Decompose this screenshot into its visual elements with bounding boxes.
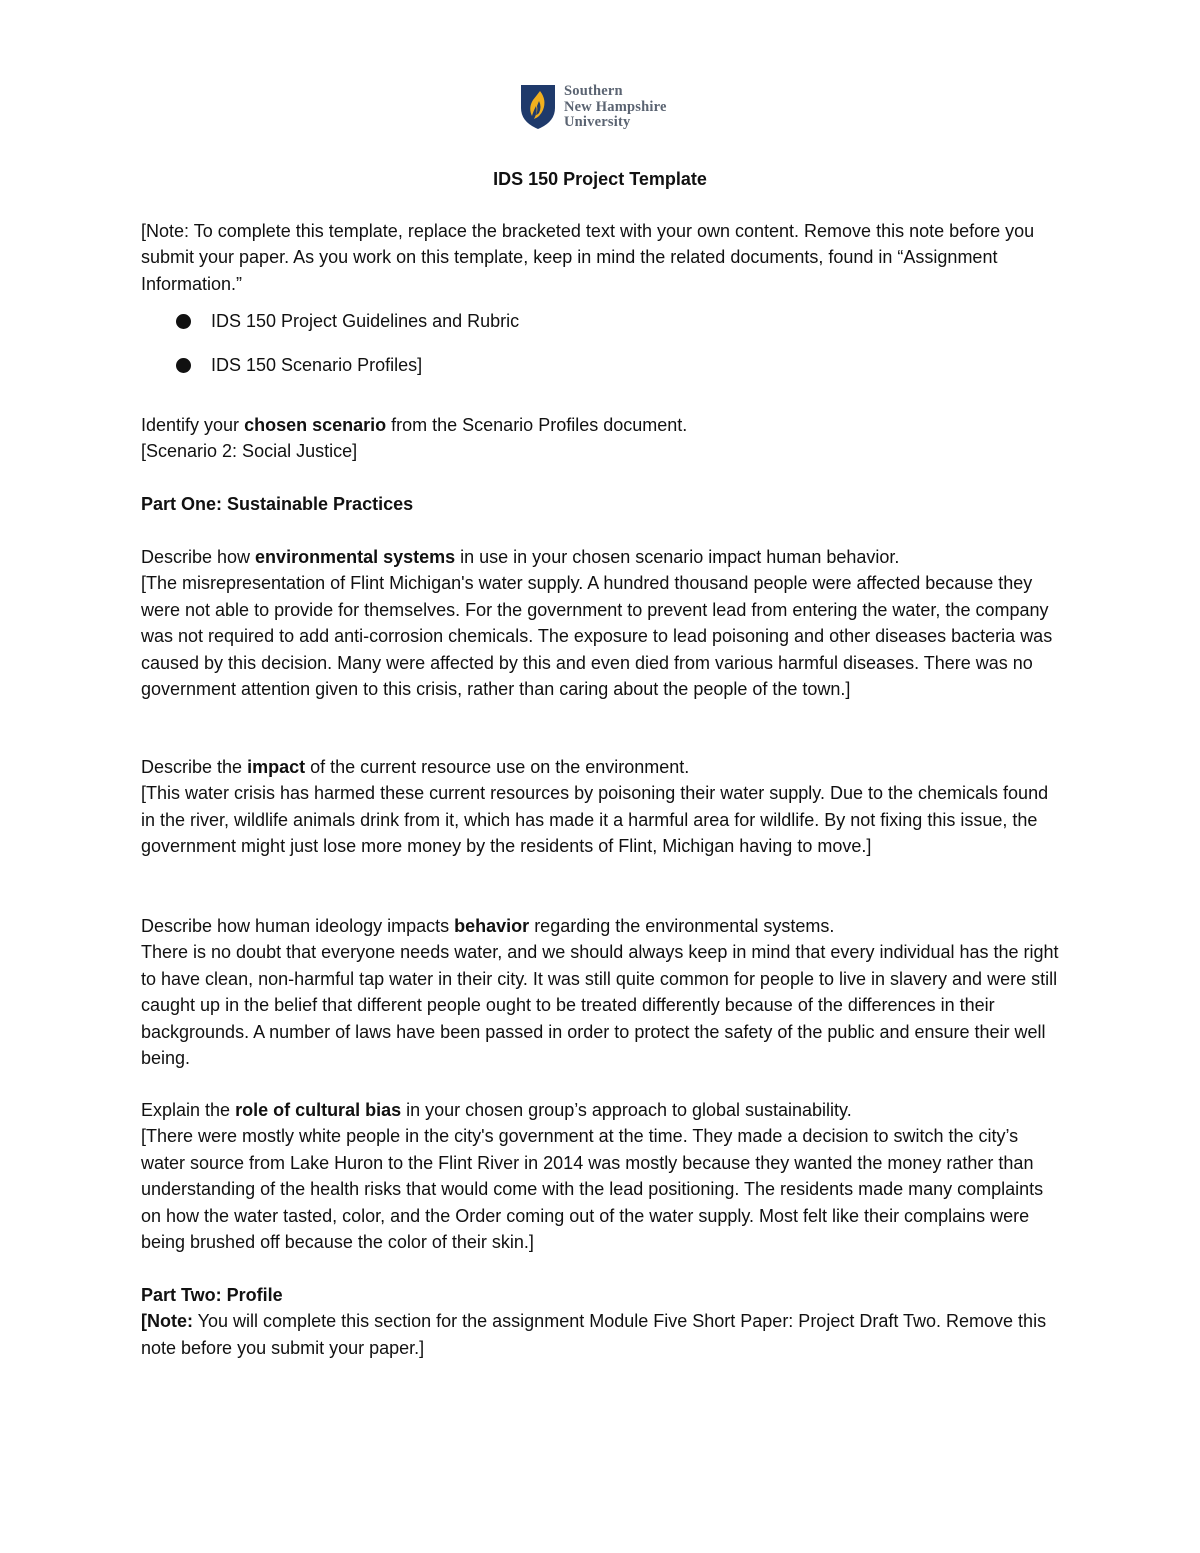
question-prompt [141,913,1066,939]
prompt-emphasis: role of cultural bias [235,1100,402,1120]
question-prompt [141,754,1066,780]
scenario-prompt [141,412,1066,438]
list-item [176,352,519,378]
part-one-heading: Part One: Sustainable Practices [141,494,414,514]
question-answer: There is no doubt that everyone needs water, and we should always keep in mind that every individual has the right to have clean, non-harmful tap water in their city. It was still quite common for people to live in slavery and were still caught up in the belief that different people ought to be treated differently because of the differences in their backgrounds. A number of laws have been passed in order to protect the safety of the public and ensure their well being. [141,942,1059,1069]
shield-flame-icon [520,84,556,130]
list-item-label: IDS 150 Project Guidelines and Rubric [211,311,520,331]
scenario-section [141,412,1066,465]
logo-wordmark [564,84,667,131]
note-text: To complete this template, replace the bracketed text with your own content. Remove this note before you submit your paper. As you work on this template, keep in mind the related documents, found in “Assignment Information.” [141,221,1035,294]
scenario-answer: [Scenario 2: Social Justice] [141,441,358,462]
bullet-icon [176,358,191,373]
bracket: [ [141,1311,147,1332]
list-item-label: IDS 150 Scenario Profiles] [211,355,423,375]
related-documents-list [176,308,519,378]
prompt-text: Describe how [141,547,256,567]
prompt-text: in your chosen group’s approach to global sustainability. [401,1100,852,1120]
question-answer: [This water crisis has harmed these current resources by poisoning their water supply. Due to the chemicals found in the river, wildlife animals drink from it, which has made it a harmful area for wildlife. By not fixing this issue, the government might just lose more money by the residents of Flint, Michigan having to move.] [141,783,1049,857]
prompt-text: in use in your chosen scenario impact human behavior. [455,547,900,567]
bullet-icon [176,314,191,329]
note-label: Note: [146,221,190,241]
prompt-text: regarding the environmental systems. [529,916,835,936]
part-two-section [141,1282,1066,1361]
prompt-emphasis: chosen scenario [244,415,387,435]
prompt-text: Describe the [141,757,248,777]
logo-line: University [564,114,631,130]
question-prompt [141,1097,1066,1123]
prompt-emphasis: impact [247,757,306,777]
logo-line: New Hampshire [564,98,667,115]
document-title: IDS 150 Project Template [493,169,707,189]
note-label: Note: [147,1311,193,1332]
question-environmental-systems [141,544,1066,702]
question-cultural-bias [141,1097,1066,1255]
prompt-emphasis: environmental systems [255,547,456,567]
prompt-text: Describe how human ideology impacts [141,916,455,936]
prompt-emphasis: behavior [454,916,530,936]
list-item [176,308,519,334]
part-two-heading: Part Two: Profile [141,1285,283,1305]
university-logo [520,84,667,131]
logo-line: Southern [564,83,623,99]
question-behavior [141,913,1066,1071]
prompt-text: Explain the [141,1100,236,1120]
question-prompt [141,544,1066,570]
question-answer: [There were mostly white people in the city's government at the time. They made a decision to switch the city’s water source from Lake Huron to the Flint River in 2014 was mostly because they wanted the money rather than understanding of the health risks that would come with the lead positioning. The residents made many complaints on how the water tasted, color, and the Order coming out of the water supply. Most felt like their complains were being brushed off because the color of their skin.] [141,1126,1044,1253]
question-impact [141,754,1066,860]
prompt-text: from the Scenario Profiles document. [386,415,688,435]
prompt-text: Identify your [141,415,245,435]
question-answer: [The misrepresentation of Flint Michigan's water supply. A hundred thousand people were affected because they were not able to provide for themselves. For the government to prevent lead from entering the water, the company was not required to add anti-corrosion chemicals. The exposure to lead poisoning and other diseases bacteria was caused by this decision. Many were affected by this and even died from various harmful diseases. There was no government attention given to this crisis, rather than caring about the people of the town.] [141,573,1053,700]
note-text: You will complete this section for the assignment Module Five Short Paper: Project Draft Two. Remove this note before you submit your paper.] [141,1311,1047,1358]
part-two-note [141,1308,1066,1361]
bracket: [ [141,221,147,241]
template-note [141,218,1066,297]
prompt-text: of the current resource use on the environment. [305,757,690,777]
